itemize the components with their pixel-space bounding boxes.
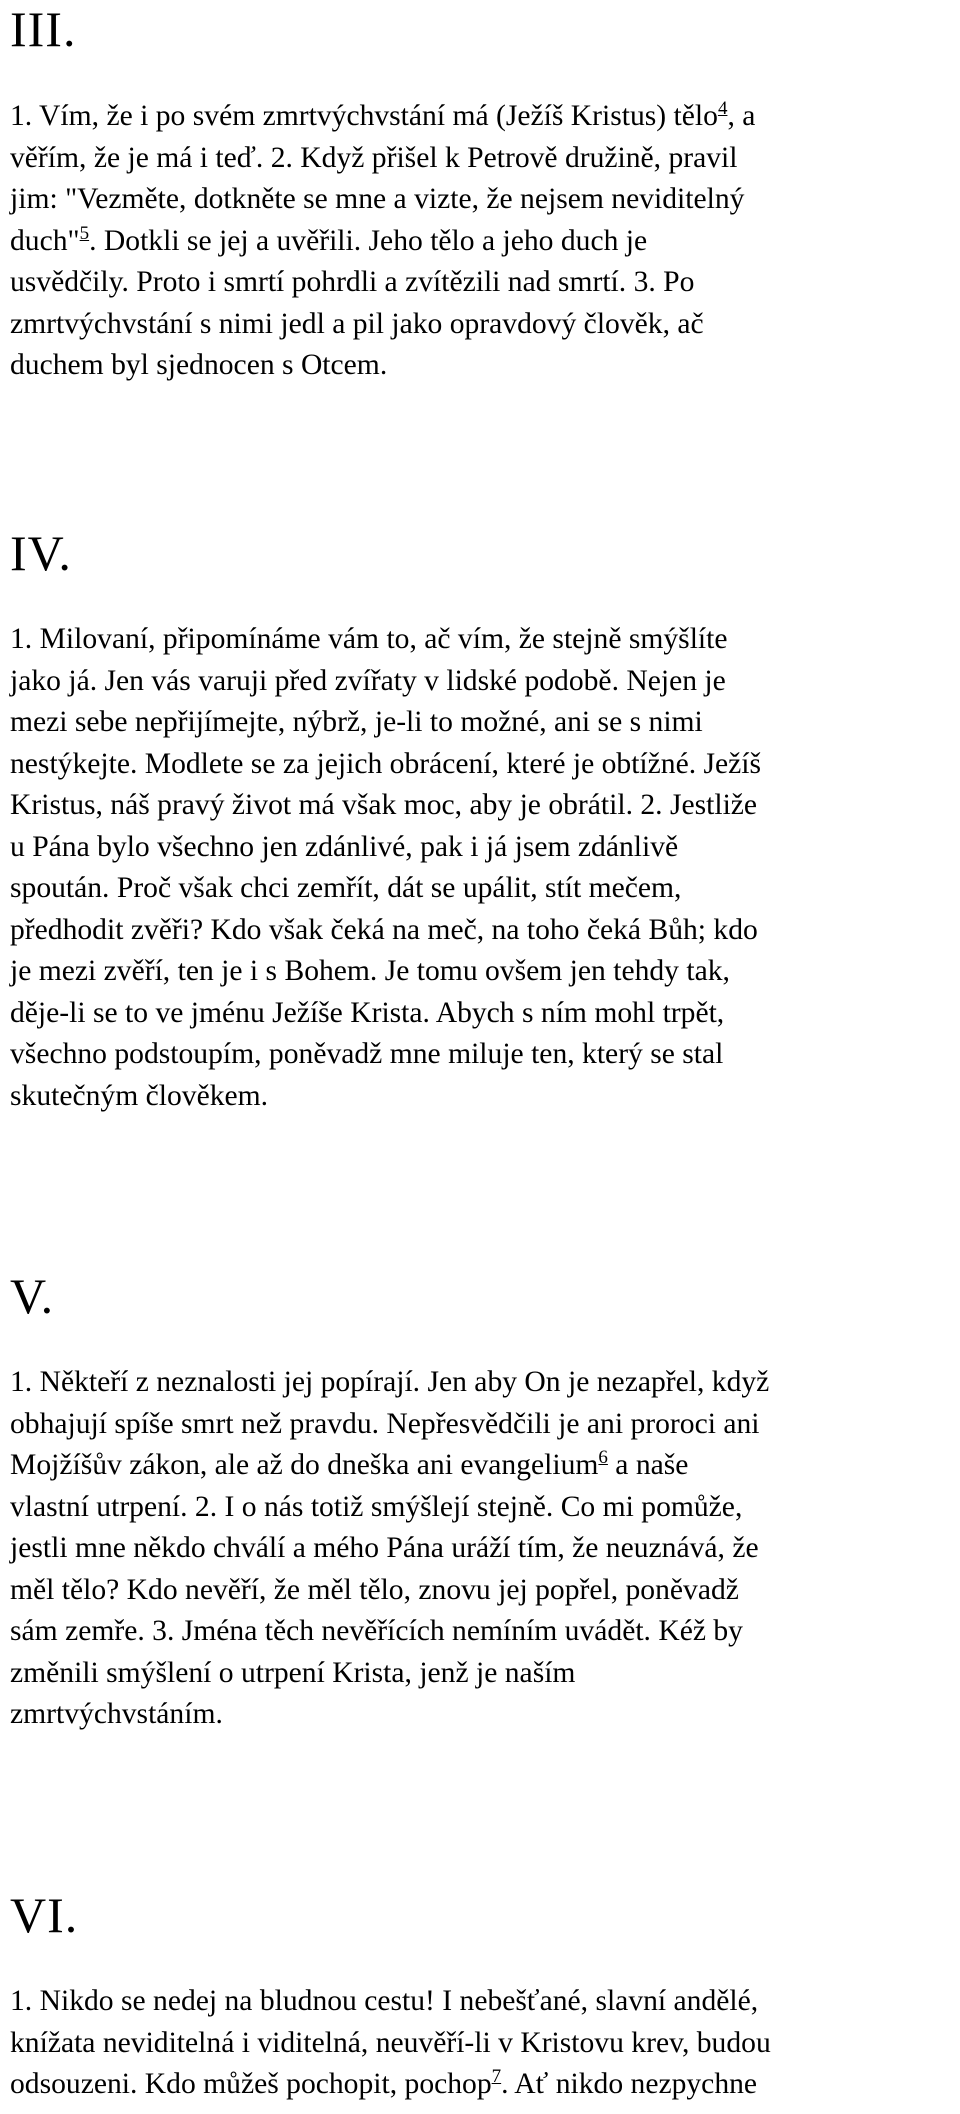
text-line: jestli mne někdo chválí a mého Pána uráží tím, že neuznává, že bbox=[10, 1532, 759, 1564]
text-line: odsouzeni. Kdo můžeš pochopit, pochop$^7$. Ať nikdo nezpychne bbox=[10, 2066, 758, 2100]
text-line: knížata neviditelná i viditelná, neuvěří-li v Kristovu krev, budou bbox=[10, 2026, 771, 2059]
text-line: věřím, že je má i teď. 2. Když přišel k Petrově družině, pravil bbox=[10, 141, 738, 174]
text-line: mezi sebe nepřijímejte, nýbrž, je-li to možné, ani se s nimi bbox=[10, 706, 703, 738]
text-line: obhajují spíše smrt než pravdu. Nepřesvědčili je ani proroci ani bbox=[10, 1407, 760, 1440]
footnote-link[interactable]: 6 bbox=[598, 1447, 608, 1468]
text-line: jako já. Jen vás varuji před zvířaty v lidské podobě. Nejen je bbox=[10, 664, 726, 697]
text-line: děje-li se to ve jménu Ježíše Krista. Abych s ním mohl trpět, bbox=[10, 996, 725, 1029]
text-line: jim: "Vezměte, dotkněte se mne a vizte, že nejsem neviditelný bbox=[10, 183, 745, 215]
footnote-link[interactable]: 7 bbox=[491, 2066, 502, 2087]
text-line: zmrtvýchvstáním. bbox=[10, 1698, 223, 1730]
section-heading: IV. bbox=[10, 525, 72, 581]
text-line: 1. Někteří z neznalosti jej popírají. Jen aby On je nezapřel, když bbox=[10, 1366, 770, 1398]
section-heading: III. bbox=[10, 1, 77, 57]
text-line: nestýkejte. Modlete se za jejich obrácení, které je obtížné. Ježíš bbox=[10, 747, 762, 780]
section-iv bbox=[10, 525, 958, 1117]
section-v bbox=[10, 1268, 958, 1736]
footnote-link[interactable]: 5 bbox=[79, 222, 90, 244]
text-line: u Pána bylo všechno jen zdánlivé, pak i já jsem zdánlivě bbox=[10, 830, 679, 863]
text-line: Mojžíšův zákon, ale až do dneška ani evangelium$^6$ a naše bbox=[10, 1447, 689, 1481]
text-line: zmrtvýchvstání s nimi jedl a pil jako opravdový člověk, ač bbox=[10, 307, 704, 340]
text-line: předhodit zvěři? Kdo však čeká na meč, na toho čeká Bůh; kdo bbox=[10, 913, 758, 946]
text-line: změnili smýšlení o utrpení Krista, jenž je naším bbox=[10, 1656, 576, 1689]
text-line: je mezi zvěří, ten je i s Bohem. Je tomu ovšem jen tehdy tak, bbox=[10, 955, 730, 987]
section-heading: VI. bbox=[10, 1887, 79, 1943]
text-line: duchem byl sjednocen s Otcem. bbox=[10, 349, 388, 381]
text-line: vlastní utrpení. 2. I o nás totiž smýšlejí stejně. Co mi pomůže, bbox=[10, 1490, 743, 1523]
text-line: sám zemře. 3. Jména těch nevěřících nemíním uvádět. Kéž by bbox=[10, 1615, 743, 1647]
section-paragraph bbox=[10, 1362, 958, 1736]
text-line: skutečným člověkem. bbox=[10, 1079, 269, 1112]
section-vi bbox=[10, 1887, 958, 2106]
text-line: měl tělo? Kdo nevěří, že měl tělo, znovu jej popřel, poněvadž bbox=[10, 1573, 739, 1606]
text-line: usvědčily. Proto i smrtí pohrdli a zvítězili nad smrtí. 3. Po bbox=[10, 266, 695, 298]
text-line: 1. Vím, že i po svém zmrtvýchvstání má (Ježíš Kristus) tělo$^4$, a bbox=[10, 98, 756, 132]
footnote-link[interactable]: 4 bbox=[717, 98, 728, 119]
section-paragraph bbox=[10, 619, 958, 1117]
section-paragraph bbox=[10, 96, 958, 387]
text-line: 1. Milovaní, připomínáme vám to, ač vím, že stejně smýšlíte bbox=[10, 623, 728, 655]
text-line: duch"$^5$. Dotkli se jej a uvěřili. Jeho tělo a jeho duch je bbox=[10, 222, 648, 257]
text-line: všechno podstoupím, poněvadž mne miluje ten, který se stal bbox=[10, 1038, 724, 1070]
text-line: Kristus, náš pravý život má však moc, aby je obrátil. 2. Jestliže bbox=[10, 789, 758, 821]
text-line: spoután. Proč však chci zemřít, dát se upálit, stít mečem, bbox=[10, 872, 682, 904]
section-heading: V. bbox=[10, 1268, 55, 1324]
section-paragraph bbox=[10, 1981, 958, 2106]
text-line: 1. Nikdo se nedej na bludnou cestu! I nebešťané, slavní andělé, bbox=[10, 1985, 759, 2017]
section-iii bbox=[10, 1, 958, 387]
